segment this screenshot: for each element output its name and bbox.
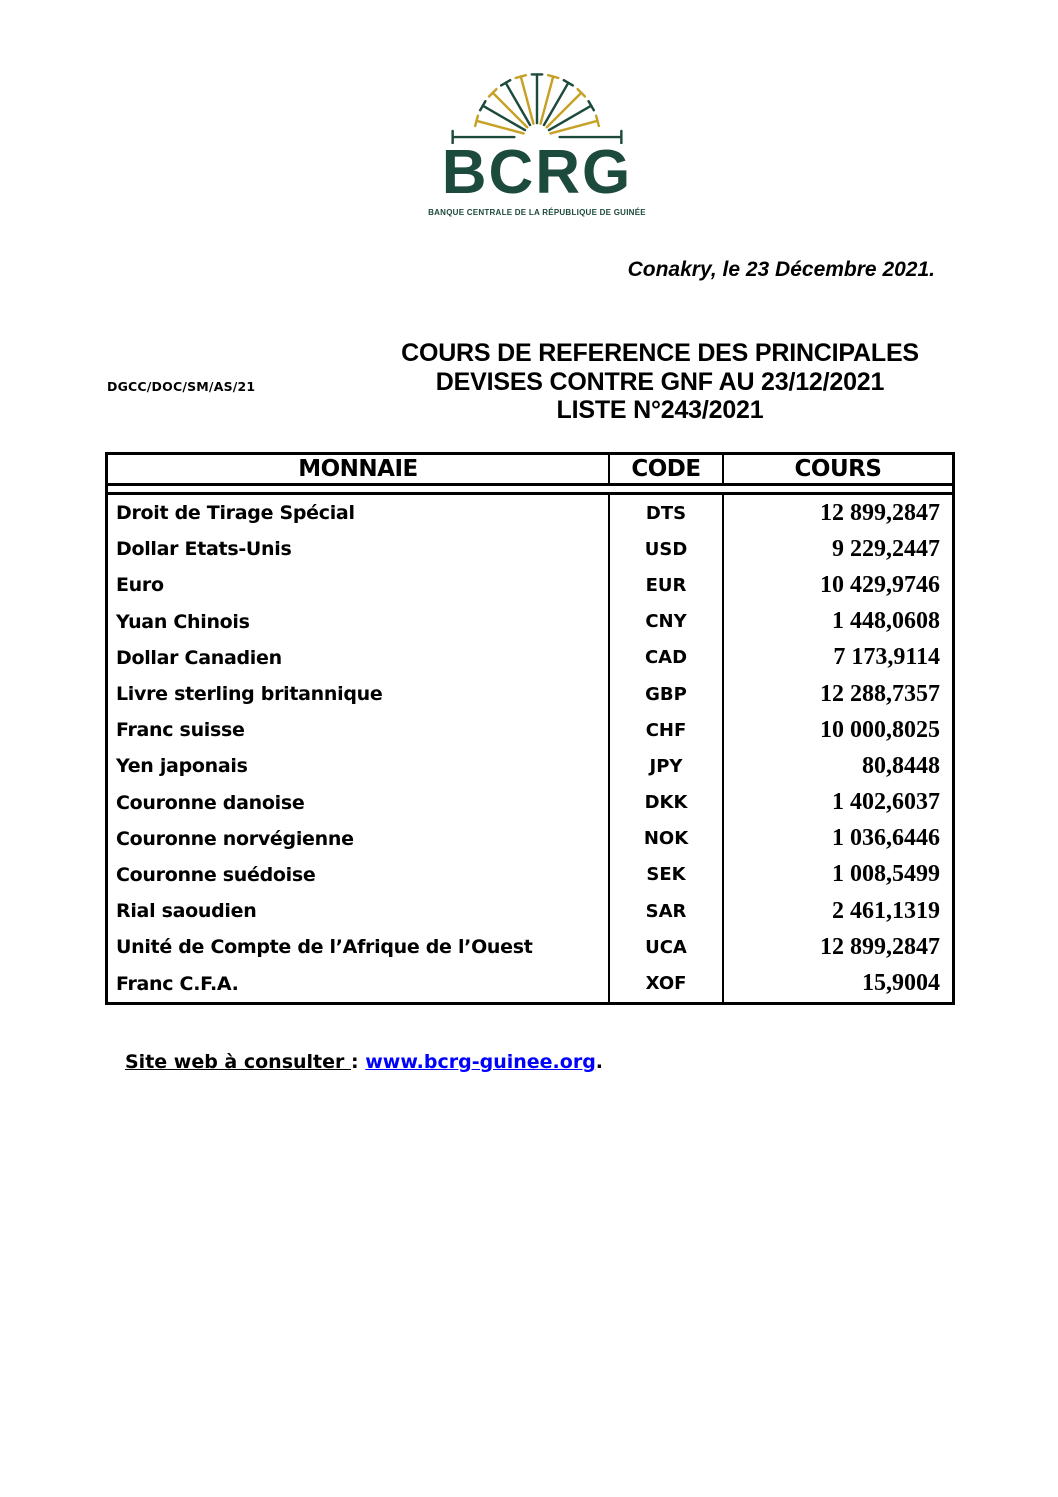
table-row <box>108 857 952 893</box>
currency-code-cell: GBP <box>610 676 724 712</box>
currency-name-cell: Franc suisse <box>108 712 610 748</box>
currency-code-cell: XOF <box>610 965 724 1001</box>
currency-code-cell: UCA <box>610 929 724 965</box>
logo-tagline: BANQUE CENTRALE DE LA RÉPUBLIQUE DE GUINÉE <box>428 208 646 217</box>
currency-rate-cell: 80,8448 <box>862 752 940 779</box>
currency-name-cell: Couronne norvégienne <box>108 821 610 857</box>
currency-rate-cell: 10 429,9746 <box>820 571 940 598</box>
table-row <box>108 676 952 712</box>
currency-code-cell: SAR <box>610 893 724 929</box>
website-label: Site web à consulter <box>125 1051 352 1073</box>
website-separator: : <box>351 1051 366 1073</box>
logo-text: BCRG <box>441 138 633 207</box>
table-row <box>108 965 952 1001</box>
title-line-2: DEVISES CONTRE GNF AU 23/12/2021 <box>435 367 885 396</box>
currency-name-cell: Franc C.F.A. <box>108 965 610 1001</box>
currency-rate-cell: 2 461,1319 <box>832 897 940 924</box>
header-cours: COURS <box>794 456 882 482</box>
document-title <box>390 339 930 425</box>
table-row <box>108 785 952 821</box>
table-row <box>108 748 952 784</box>
currency-code-cell: NOK <box>610 821 724 857</box>
currency-rate-cell: 15,9004 <box>862 970 940 997</box>
currency-name-cell: Yen japonais <box>108 748 610 784</box>
table-row <box>108 567 952 603</box>
exchange-rates-table <box>105 452 955 1005</box>
table-row <box>108 821 952 857</box>
table-row <box>108 531 952 567</box>
currency-rate-cell: 12 899,2847 <box>820 499 940 526</box>
website-line <box>125 1051 603 1073</box>
currency-code-cell: CHF <box>610 712 724 748</box>
currency-rate-cell: 1 402,6037 <box>832 789 940 816</box>
header-body-separator <box>108 486 952 495</box>
title-line-3: LISTE N°243/2021 <box>556 396 764 424</box>
document-reference: DGCC/DOC/SM/AS/21 <box>107 379 256 394</box>
header-code: CODE <box>610 455 724 483</box>
currency-name-cell: Dollar Etats-Unis <box>108 531 610 567</box>
table-row <box>108 929 952 965</box>
website-link[interactable]: www.bcrg-guinee.org <box>365 1051 596 1073</box>
currency-rate-cell: 1 008,5499 <box>832 861 940 888</box>
currency-code-cell: CAD <box>610 640 724 676</box>
currency-rate-cell: 9 229,2447 <box>832 535 940 562</box>
currency-name-cell: Livre sterling britannique <box>108 676 610 712</box>
currency-rate-cell: 1 448,0608 <box>832 608 940 635</box>
currency-rate-cell: 1 036,6446 <box>832 825 940 852</box>
currency-rate-cell: 10 000,8025 <box>820 716 940 743</box>
header-monnaie: MONNAIE <box>108 455 610 483</box>
table-row <box>108 495 952 531</box>
table-row <box>108 893 952 929</box>
currency-code-cell: JPY <box>610 748 724 784</box>
table-row <box>108 604 952 640</box>
currency-code-cell: EUR <box>610 567 724 603</box>
currency-name-cell: Couronne danoise <box>108 785 610 821</box>
currency-code-cell: SEK <box>610 857 724 893</box>
currency-code-cell: DKK <box>610 785 724 821</box>
title-line-1: COURS DE REFERENCE DES PRINCIPALES <box>401 339 919 367</box>
website-period: . <box>595 1051 604 1073</box>
logo-fan-icon <box>448 64 626 144</box>
bcrg-logo <box>427 64 647 217</box>
currency-code-cell: USD <box>610 531 724 567</box>
currency-code-cell: DTS <box>610 495 724 531</box>
table-body <box>108 495 952 1002</box>
currency-rate-cell: 7 173,9114 <box>833 644 940 671</box>
currency-rate-cell: 12 899,2847 <box>820 933 940 960</box>
currency-rate-cell: 12 288,7357 <box>820 680 940 707</box>
currency-name-cell: Dollar Canadien <box>108 640 610 676</box>
currency-name-cell: Euro <box>108 567 610 603</box>
date-line: Conakry, le 23 Décembre 2021. <box>627 258 935 281</box>
currency-name-cell: Droit de Tirage Spécial <box>108 495 610 531</box>
table-header-row <box>108 455 952 486</box>
currency-name-cell: Yuan Chinois <box>108 604 610 640</box>
currency-name-cell: Couronne suédoise <box>108 857 610 893</box>
currency-name-cell: Rial saoudien <box>108 893 610 929</box>
currency-name-cell: Unité de Compte de l’Afrique de l’Ouest <box>108 929 610 965</box>
table-row <box>108 640 952 676</box>
currency-code-cell: CNY <box>610 604 724 640</box>
table-row <box>108 712 952 748</box>
